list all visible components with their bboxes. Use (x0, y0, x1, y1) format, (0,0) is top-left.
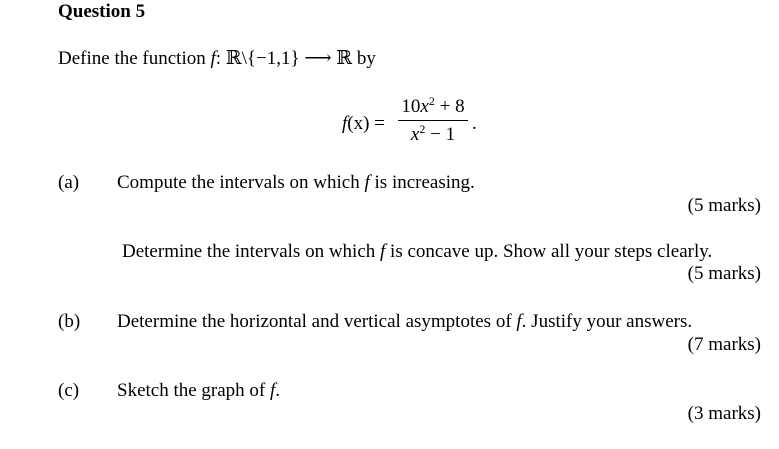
part-a-question-1: Compute the intervals on which f is increasing. (117, 172, 475, 193)
definition-prefix: Define the function (58, 48, 211, 69)
part-a-question-2-marks: (5 marks) (687, 263, 761, 284)
definition-function-name: f (210, 48, 216, 69)
definition-domain: : ℝ\{−1,1} ⟶ ℝ by (215, 48, 376, 69)
part-c-label: (c) (58, 380, 80, 401)
part-a-question-1-marks: (5 marks) (687, 195, 761, 216)
part-b-question: Determine the horizontal and vertical asymptotes of f. Justify your answers. (117, 311, 693, 332)
part-a-label: (a) (58, 172, 80, 193)
formula-lhs-rest: (x) = (347, 113, 385, 134)
formula-numerator: $10x^2 + 8$ (401, 94, 465, 117)
function-definition (58, 47, 376, 70)
part-b-label: (b) (58, 311, 81, 332)
formula-period: . (472, 113, 477, 134)
part-b-marks: (7 marks) (687, 334, 761, 355)
formula-fraction (396, 95, 470, 147)
formula-denominator: $x^2 - 1$ (410, 122, 456, 145)
formula-lhs-f: f (342, 113, 348, 134)
formula-lhs (342, 113, 385, 135)
part-c-question: Sketch the graph of f. (117, 380, 281, 401)
fraction-bar (398, 120, 468, 121)
part-a-question-2: Determine the intervals on which f is concave up. Show all your steps clearly. (122, 241, 713, 262)
question-title: Question 5 (58, 1, 146, 22)
part-c-marks: (3 marks) (687, 403, 761, 424)
